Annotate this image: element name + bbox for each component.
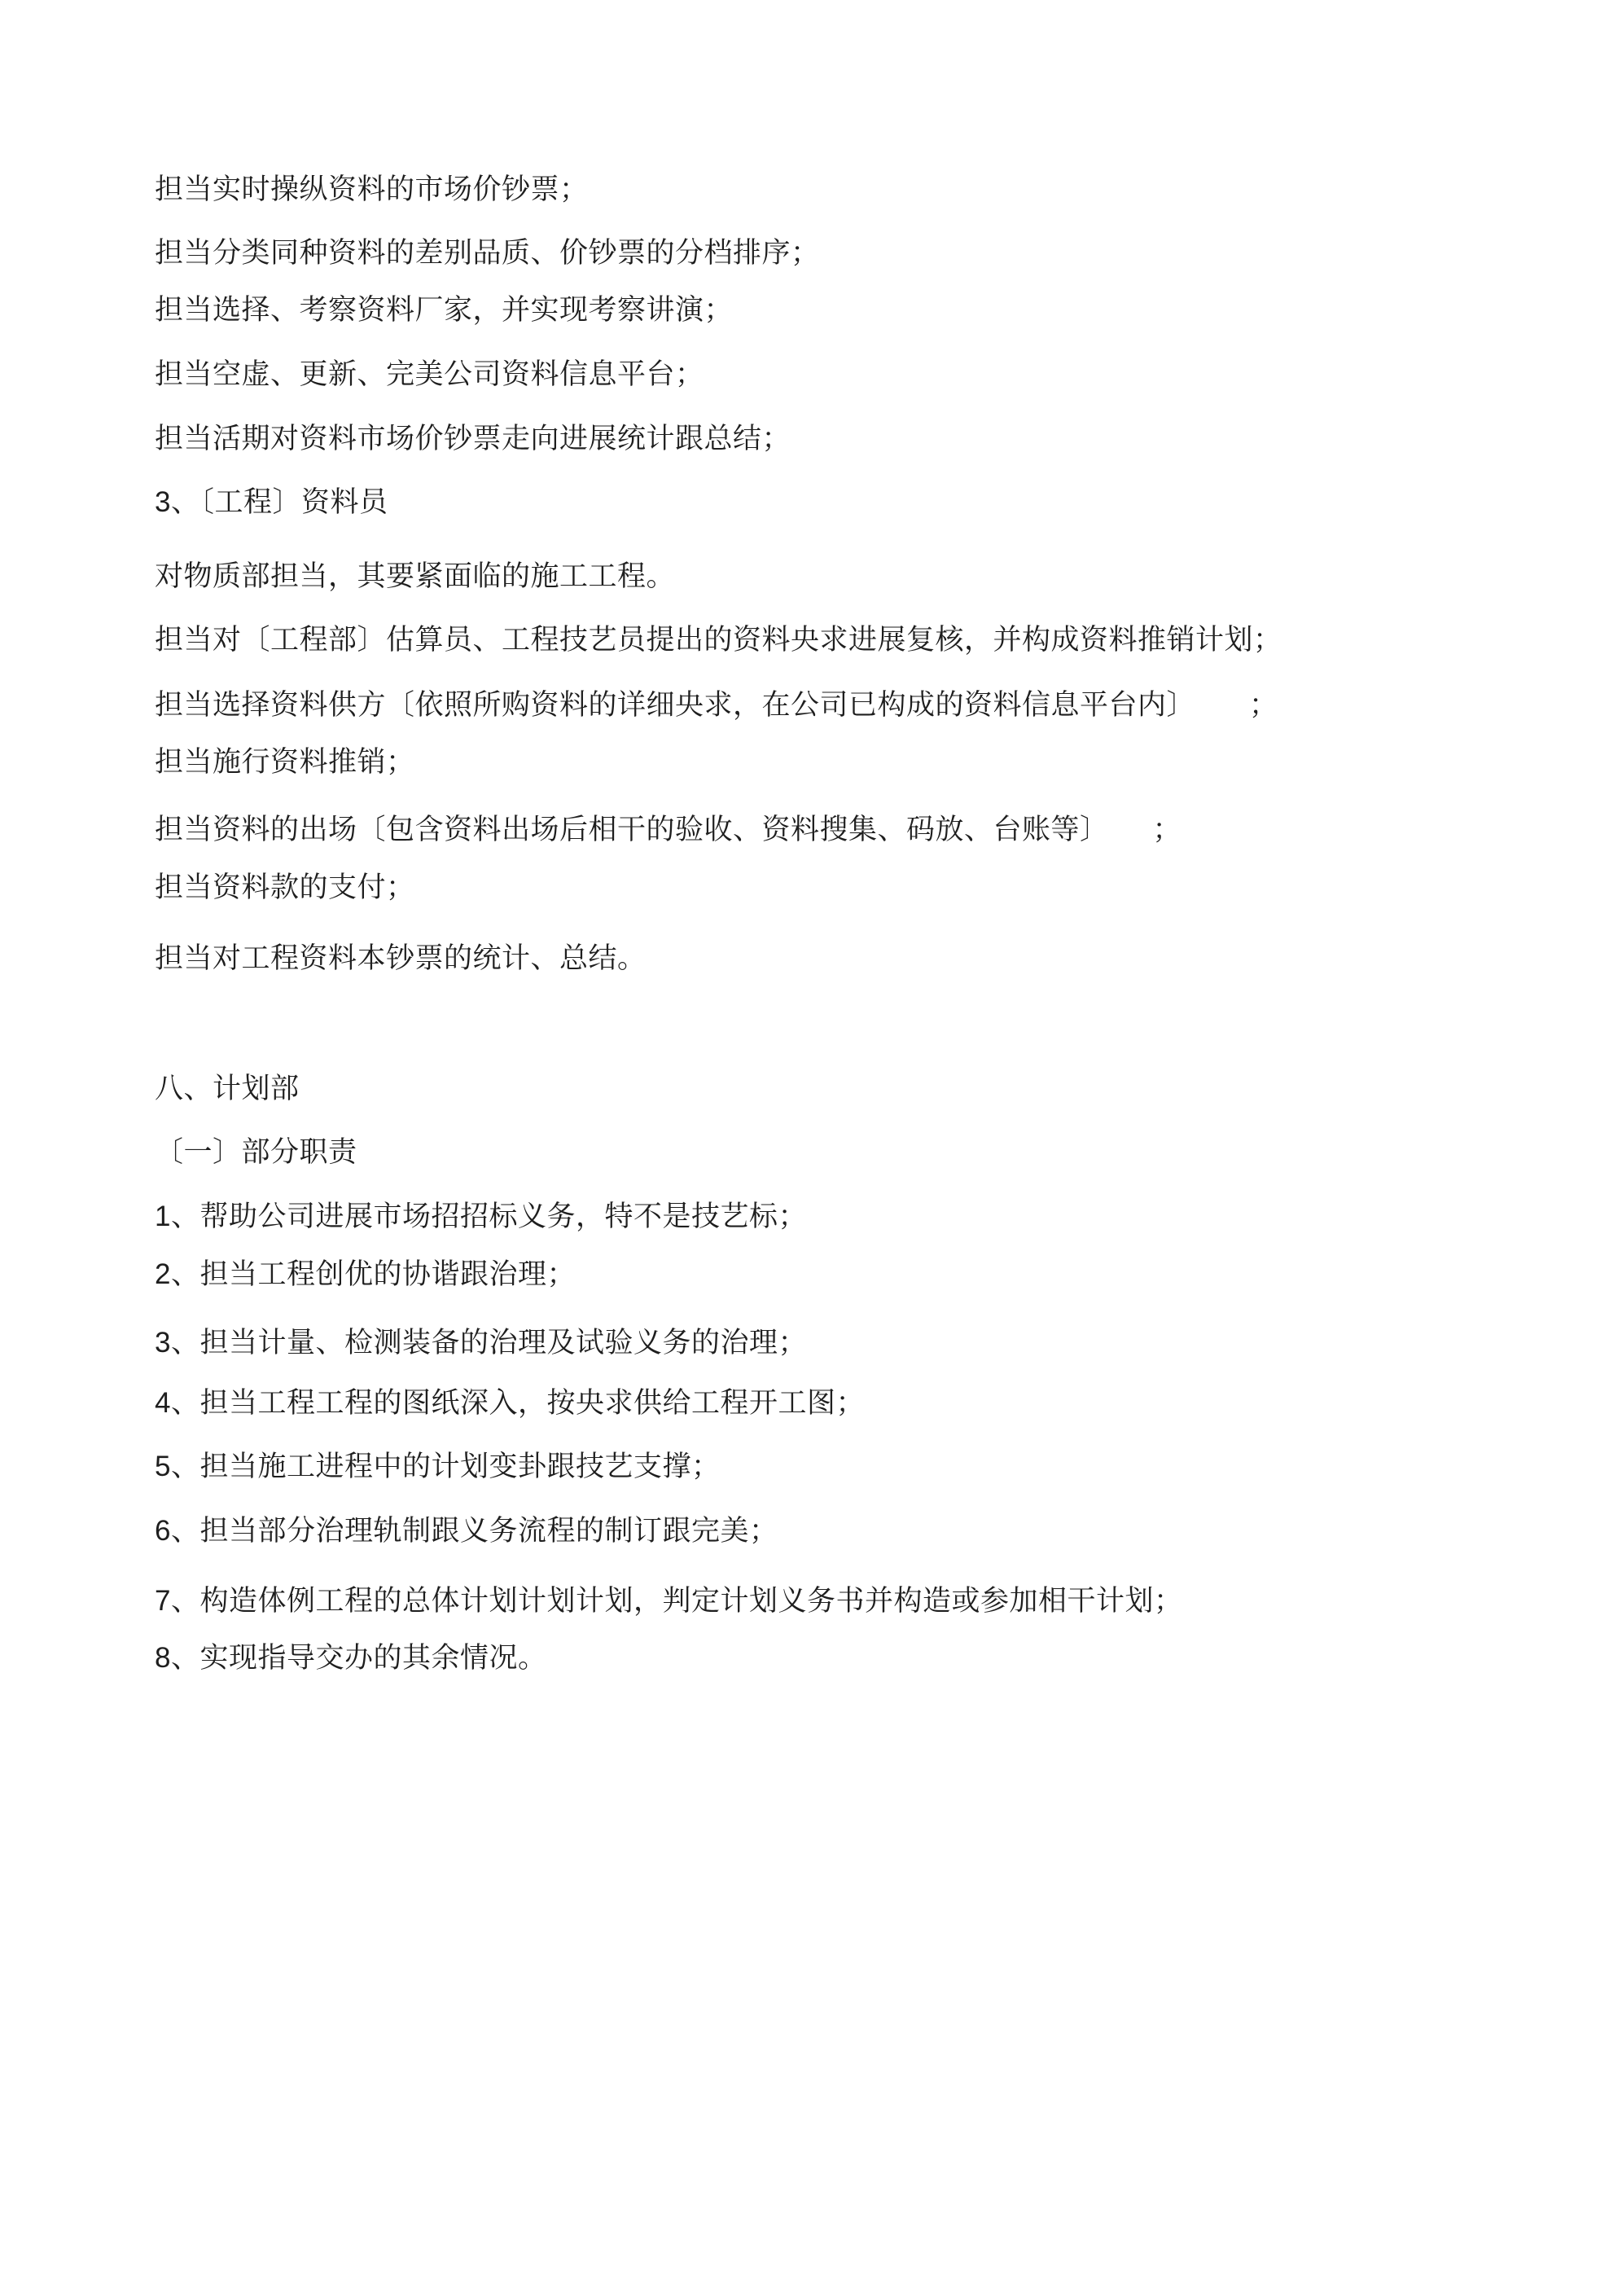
section-subheading: 〔一〕部分职责	[155, 1136, 357, 1169]
role-duty-line: 担当对〔工程部〕估算员、工程技艺员提出的资料央求进展复核，并构成资料推销计划；	[155, 624, 1282, 656]
role-heading	[155, 483, 388, 522]
list-item-text: 、担当施工进程中的计划变卦跟技艺支撑；	[170, 1451, 721, 1483]
role-duty-line: 担当资料款的支付；	[155, 871, 415, 904]
list-item	[155, 1639, 546, 1678]
role-intro: 对物质部担当，其要紧面临的施工工程。	[155, 560, 676, 593]
list-item-number: 2	[155, 1258, 171, 1290]
list-item-text: 、担当工程创优的协谐跟治理；	[170, 1258, 576, 1291]
trailing-semicolon: ；	[1152, 814, 1182, 846]
list-item	[155, 1582, 1182, 1621]
duty-line: 担当活期对资料市场价钞票走向进展统计跟总结；	[155, 423, 791, 455]
role-duty-text: 担当选择资料供方〔依照所购资料的详细央求，在公司已构成的资料信息平台内〕	[155, 689, 1196, 722]
duty-line: 担当空虚、更新、完美公司资料信息平台；	[155, 358, 704, 391]
list-item-text: 、实现指导交办的其余情况。	[170, 1642, 547, 1675]
list-item-number: 6	[155, 1515, 171, 1547]
list-item	[155, 1447, 720, 1486]
list-item-text: 、担当工程工程的图纸深入，按央求供给工程开工图；	[170, 1387, 865, 1420]
trailing-semicolon: ；	[1249, 689, 1278, 722]
role-heading-number: 3	[155, 486, 171, 518]
list-item-text: 、担当计量、检测装备的治理及试验义务的治理；	[170, 1327, 807, 1359]
list-item	[155, 1197, 807, 1236]
duty-line: 担当实时操纵资料的市场价钞票；	[155, 173, 589, 206]
role-duty-line	[155, 686, 1278, 725]
list-item	[155, 1255, 576, 1294]
list-item-number: 7	[155, 1585, 171, 1617]
list-item-text: 、担当部分治理轨制跟义务流程的制订跟完美；	[170, 1515, 778, 1547]
role-duty-line	[155, 810, 1181, 849]
list-item-number: 5	[155, 1451, 171, 1482]
section-heading: 八、计划部	[155, 1073, 300, 1105]
role-duty-line: 担当施行资料推销；	[155, 746, 415, 779]
list-item	[155, 1384, 865, 1423]
list-item-number: 1	[155, 1201, 171, 1232]
list-item	[155, 1512, 778, 1551]
role-duty-text: 担当资料的出场〔包含资料出场后相干的验收、资料搜集、码放、台账等〕	[155, 814, 1109, 846]
list-item-number: 8	[155, 1642, 171, 1674]
duty-line: 担当分类同种资料的差别品质、价钞票的分档排序；	[155, 237, 820, 270]
list-item-text: 、构造体例工程的总体计划计划计划，判定计划义务书并构造或参加相干计划；	[170, 1585, 1183, 1618]
list-item	[155, 1324, 807, 1363]
role-heading-text: 、〔工程〕资料员	[170, 486, 388, 519]
list-item-text: 、帮助公司进展市场招招标义务，特不是技艺标；	[170, 1201, 807, 1233]
role-duty-line: 担当对工程资料本钞票的统计、总结。	[155, 942, 647, 975]
duty-line: 担当选择、考察资料厂家，并实现考察讲演；	[155, 294, 734, 327]
list-item-number: 4	[155, 1387, 171, 1419]
list-item-number: 3	[155, 1327, 171, 1359]
